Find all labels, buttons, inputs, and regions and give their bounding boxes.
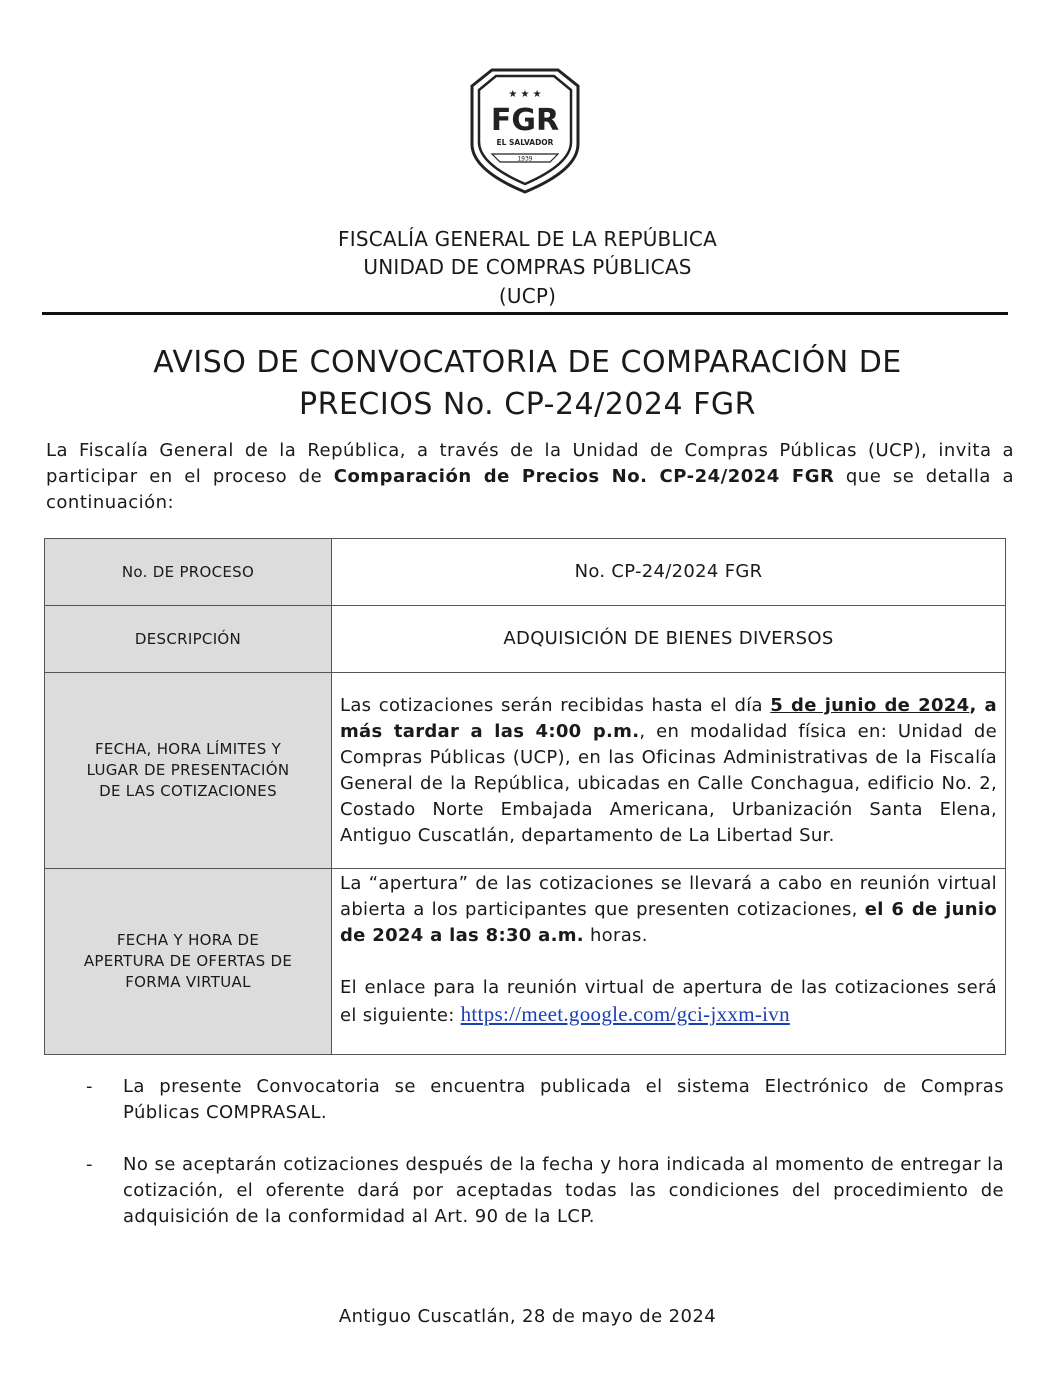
process-info-table (44, 538, 1006, 1055)
opening-text-a: La “apertura” de las cotizaciones se llevará a cabo en reunión virtual abierta a los participantes que presenten cotizaciones, (340, 873, 997, 920)
opening-paragraph-2 (340, 975, 997, 1029)
label-opening-line-1: FECHA Y HORA DE (116, 931, 260, 949)
logo-initials: FGR (490, 103, 560, 138)
intro-paragraph (46, 438, 1014, 516)
org-name: FISCALÍA GENERAL DE LA REPÚBLICA (338, 227, 717, 251)
bullet-compraal: La presente Convocatoria se encuentra publicada el sistema Electrónico de Compras Públicas COMPRASAL. (123, 1076, 1004, 1123)
logo-stars: ★ ★ ★ (508, 89, 542, 100)
label-opening (45, 869, 332, 1055)
org-unit-abbr: (UCP) (498, 284, 557, 308)
opening-datetime: el 6 de junio de 2024 a las 8:30 a.m. (340, 899, 998, 946)
submission-deadline-time: , a más tardar a las 4:00 p.m. (340, 694, 997, 742)
table-row-description (45, 606, 1006, 673)
org-unit: UNIDAD DE COMPRAS PÚBLICAS (363, 255, 692, 279)
opening-link-intro: El enlace para la reunión virtual de apertura de las cotizaciones será el siguiente: (340, 977, 997, 1026)
bullet-dash: - (86, 1154, 93, 1175)
meeting-link[interactable]: https://meet.google.com/gci-jxxm-ivn (460, 1002, 790, 1026)
label-submission (45, 673, 332, 869)
label-opening-line-3: FORMA VIRTUAL (125, 973, 251, 991)
submission-text-a: Las cotizaciones serán recibidas hasta el día (340, 694, 771, 716)
header-divider (42, 312, 1008, 315)
bullet-dash: - (86, 1076, 93, 1097)
title-line-2: PRECIOS No. CP-24/2024 FGR (299, 387, 756, 422)
logo-year: 1939 (517, 155, 533, 163)
value-description: ADQUISICIÓN DE BIENES DIVERSOS (332, 606, 1006, 673)
value-process-number: No. CP-24/2024 FGR (332, 539, 1006, 606)
table-row-submission (45, 673, 1006, 869)
label-submission-line-3: DE LAS COTIZACIONES (99, 782, 277, 800)
label-description: DESCRIPCIÓN (45, 606, 332, 673)
label-submission-line-2: LUGAR DE PRESENTACIÓN (86, 761, 290, 779)
submission-text-c: , en modalidad física en: Unidad de Compras Públicas (UCP), en las Oficinas Administrativas de la Fiscalía General de la República, ubicadas en Calle Conchagua, edificio No. 2, Costado Norte Embajada Americana, Urbanización Santa Elena, Antiguo Cuscatlán, departamento de La Libertad Sur. (340, 720, 997, 846)
intro-text-b: que se detalla a continuación: (46, 466, 1014, 513)
list-item (86, 1152, 1004, 1230)
place-and-date: Antiguo Cuscatlán, 28 de mayo de 2024 (338, 1306, 717, 1327)
opening-paragraph-1 (340, 871, 997, 949)
title-line-1: AVISO DE CONVOCATORIA DE COMPARACIÓN DE (153, 345, 902, 380)
label-submission-line-1: FECHA, HORA LÍMITES Y (94, 740, 282, 758)
bullet-late-quotes: No se aceptarán cotizaciones después de la fecha y hora indicada al momento de entregar la cotización, el oferente dará por aceptadas todas las condiciones del procedimiento de adquisición de la conformidad al Art. 90 de la LCP. (123, 1154, 1004, 1227)
value-submission (332, 673, 1006, 869)
table-row-opening (45, 869, 1006, 1055)
logo-country: EL SALVADOR (496, 138, 554, 147)
page-title (60, 342, 995, 426)
label-process-number: No. DE PROCESO (45, 539, 332, 606)
value-opening (332, 869, 1006, 1055)
intro-process-name: Comparación de Precios No. CP-24/2024 FGR (333, 466, 835, 487)
table-row-process-number (45, 539, 1006, 606)
list-item (86, 1074, 1004, 1126)
intro-text-a: La Fiscalía General de la República, a través de la Unidad de Compras Públicas (UCP), invita a participar en el proceso de (46, 440, 1014, 487)
fgr-logo (462, 66, 588, 194)
label-opening-line-2: APERTURA DE OFERTAS DE (83, 952, 293, 970)
opening-text-b: horas. (583, 925, 648, 946)
submission-deadline-date: 5 de junio de 2024 (770, 694, 970, 716)
